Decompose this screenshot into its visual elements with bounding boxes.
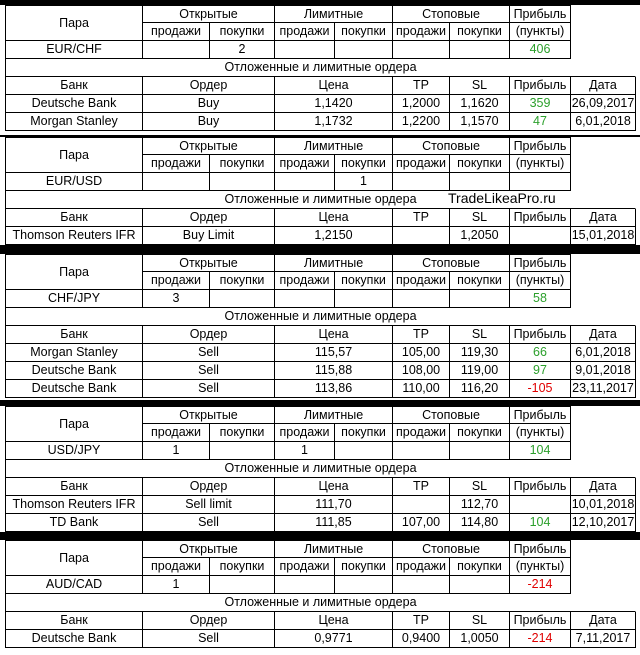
stop-buy-count (450, 41, 510, 59)
order-bank: Morgan Stanley (5, 113, 143, 131)
stop-header: Стоповые (393, 254, 510, 272)
order-type: Sell (143, 380, 275, 398)
order-tp: 105,00 (393, 344, 450, 362)
orders-col-profit: Прибыль (510, 209, 571, 227)
orders-col-bank: Банк (5, 209, 143, 227)
orders-col-price: Цена (275, 77, 393, 95)
open-buy-header: покупки (210, 424, 275, 442)
order-date: 6,01,2018 (571, 113, 636, 131)
order-profit: 97 (510, 362, 571, 380)
open-sell-header: продажи (143, 155, 210, 173)
open-buy-count (210, 290, 275, 308)
points-header: (пункты) (510, 558, 571, 576)
stop-sell-count (393, 41, 450, 59)
order-price: 111,70 (275, 496, 393, 514)
order-bank: Morgan Stanley (5, 344, 143, 362)
orders-col-date: Дата (571, 478, 636, 496)
open-sell-header: продажи (143, 23, 210, 41)
orders-col-tp: TP (393, 612, 450, 630)
open-header: Открытые (143, 254, 275, 272)
orders-col-profit: Прибыль (510, 612, 571, 630)
limit-sell-header: продажи (275, 23, 335, 41)
limit-sell-count (275, 173, 335, 191)
order-date: 12,10,2017 (571, 514, 636, 532)
order-date: 9,01,2018 (571, 362, 636, 380)
order-sl: 116,20 (450, 380, 510, 398)
order-bank: Deutsche Bank (5, 630, 143, 648)
order-tp (393, 496, 450, 514)
order-profit: 66 (510, 344, 571, 362)
stop-buy-header: покупки (450, 155, 510, 173)
order-tp: 108,00 (393, 362, 450, 380)
stop-buy-count (450, 290, 510, 308)
orders-col-sl: SL (450, 77, 510, 95)
order-date: 26,09,2017 (571, 95, 636, 113)
orders-col-tp: TP (393, 77, 450, 95)
stop-sell-count (393, 442, 450, 460)
open-sell-count (143, 41, 210, 59)
orders-section-title: Отложенные и лимитные ордера (5, 308, 636, 326)
order-sl: 119,30 (450, 344, 510, 362)
orders-col-date: Дата (571, 612, 636, 630)
profit-header: Прибыль (510, 254, 571, 272)
open-sell-count: 3 (143, 290, 210, 308)
stop-buy-header: покупки (450, 272, 510, 290)
order-price: 1,2150 (275, 227, 393, 245)
pair-profit-points: 104 (510, 442, 571, 460)
order-sl: 1,1620 (450, 95, 510, 113)
open-sell-header: продажи (143, 558, 210, 576)
order-bank: Deutsche Bank (5, 95, 143, 113)
orders-col-order: Ордер (143, 478, 275, 496)
orders-col-price: Цена (275, 326, 393, 344)
order-sl: 1,2050 (450, 227, 510, 245)
limit-buy-count: 1 (335, 173, 393, 191)
pair-block-aud-cad (0, 540, 640, 655)
stop-sell-header: продажи (393, 558, 450, 576)
orders-col-order: Ордер (143, 612, 275, 630)
stop-sell-header: продажи (393, 272, 450, 290)
orders-col-profit: Прибыль (510, 77, 571, 95)
limit-sell-count (275, 576, 335, 594)
order-profit: 47 (510, 113, 571, 131)
pair-name: EUR/CHF (5, 41, 143, 59)
limit-buy-header: покупки (335, 23, 393, 41)
limit-header: Лимитные (275, 406, 393, 424)
order-tp: 107,00 (393, 514, 450, 532)
order-price: 0,9771 (275, 630, 393, 648)
stop-sell-header: продажи (393, 155, 450, 173)
order-tp: 1,2000 (393, 95, 450, 113)
open-header: Открытые (143, 540, 275, 558)
open-buy-header: покупки (210, 558, 275, 576)
orders-col-bank: Банк (5, 77, 143, 95)
limit-header: Лимитные (275, 254, 393, 272)
limit-buy-count (335, 290, 393, 308)
limit-header: Лимитные (275, 137, 393, 155)
orders-col-bank: Банк (5, 326, 143, 344)
order-bank: Deutsche Bank (5, 380, 143, 398)
order-type: Buy (143, 113, 275, 131)
order-sl: 1,1570 (450, 113, 510, 131)
order-date: 23,11,2017 (571, 380, 636, 398)
open-sell-count: 1 (143, 442, 210, 460)
pair-profit-points: 406 (510, 41, 571, 59)
stop-header: Стоповые (393, 137, 510, 155)
order-type: Sell limit (143, 496, 275, 514)
profit-header: Прибыль (510, 406, 571, 424)
order-price: 111,85 (275, 514, 393, 532)
open-buy-header: покупки (210, 23, 275, 41)
orders-col-bank: Банк (5, 612, 143, 630)
pair-name: USD/JPY (5, 442, 143, 460)
orders-col-date: Дата (571, 209, 636, 227)
open-header: Открытые (143, 406, 275, 424)
orders-section-title: Отложенные и лимитные ордера (5, 191, 636, 209)
open-buy-count: 2 (210, 41, 275, 59)
orders-col-sl: SL (450, 209, 510, 227)
stop-sell-header: продажи (393, 23, 450, 41)
order-tp: 1,2200 (393, 113, 450, 131)
open-sell-count: 1 (143, 576, 210, 594)
points-header: (пункты) (510, 424, 571, 442)
pair-name: AUD/CAD (5, 576, 143, 594)
open-buy-count (210, 576, 275, 594)
orders-col-tp: TP (393, 478, 450, 496)
order-type: Sell (143, 344, 275, 362)
order-sl: 112,70 (450, 496, 510, 514)
order-type: Sell (143, 362, 275, 380)
orders-col-bank: Банк (5, 478, 143, 496)
limit-header: Лимитные (275, 5, 393, 23)
stop-header: Стоповые (393, 540, 510, 558)
orders-section-title: Отложенные и лимитные ордера (5, 59, 636, 77)
limit-buy-count (335, 576, 393, 594)
pair-header: Пара (5, 137, 143, 173)
open-sell-count (143, 173, 210, 191)
orders-col-sl: SL (450, 612, 510, 630)
order-sl: 1,0050 (450, 630, 510, 648)
open-buy-count (210, 442, 275, 460)
order-type: Buy Limit (143, 227, 275, 245)
orders-col-price: Цена (275, 209, 393, 227)
pair-block-eur-chf (0, 5, 640, 135)
stop-buy-count (450, 442, 510, 460)
points-header: (пункты) (510, 23, 571, 41)
limit-sell-header: продажи (275, 558, 335, 576)
limit-sell-header: продажи (275, 272, 335, 290)
pair-header: Пара (5, 5, 143, 41)
orders-col-price: Цена (275, 612, 393, 630)
limit-buy-header: покупки (335, 155, 393, 173)
limit-buy-header: покупки (335, 272, 393, 290)
order-bank: TD Bank (5, 514, 143, 532)
open-header: Открытые (143, 137, 275, 155)
stop-header: Стоповые (393, 406, 510, 424)
points-header: (пункты) (510, 155, 571, 173)
stop-buy-header: покупки (450, 558, 510, 576)
pair-block-usd-jpy (0, 406, 640, 532)
orders-col-sl: SL (450, 326, 510, 344)
profit-header: Прибыль (510, 5, 571, 23)
pair-name: CHF/JPY (5, 290, 143, 308)
limit-sell-count (275, 41, 335, 59)
order-price: 115,57 (275, 344, 393, 362)
order-bank: Deutsche Bank (5, 362, 143, 380)
pair-block-chf-jpy (0, 254, 640, 400)
open-buy-count (210, 173, 275, 191)
pair-block-eur-usd (0, 137, 640, 245)
stop-sell-count (393, 576, 450, 594)
limit-buy-count (335, 41, 393, 59)
stop-buy-count (450, 173, 510, 191)
stop-sell-count (393, 173, 450, 191)
profit-header: Прибыль (510, 137, 571, 155)
stop-buy-header: покупки (450, 23, 510, 41)
order-profit: 104 (510, 514, 571, 532)
stop-header: Стоповые (393, 5, 510, 23)
orders-col-order: Ордер (143, 326, 275, 344)
order-price: 1,1732 (275, 113, 393, 131)
orders-col-tp: TP (393, 326, 450, 344)
limit-buy-header: покупки (335, 558, 393, 576)
order-type: Buy (143, 95, 275, 113)
order-profit: 359 (510, 95, 571, 113)
limit-buy-count (335, 442, 393, 460)
open-buy-header: покупки (210, 155, 275, 173)
orders-section-title: Отложенные и лимитные ордера (5, 594, 636, 612)
orders-col-profit: Прибыль (510, 326, 571, 344)
stop-buy-header: покупки (450, 424, 510, 442)
order-bank: Thomson Reuters IFR (5, 227, 143, 245)
watermark-text: TradeLikeaPro.ru (448, 190, 556, 206)
stop-buy-count (450, 576, 510, 594)
order-sl: 114,80 (450, 514, 510, 532)
pair-header: Пара (5, 254, 143, 290)
order-date: 10,01,2018 (571, 496, 636, 514)
orders-col-date: Дата (571, 326, 636, 344)
order-price: 115,88 (275, 362, 393, 380)
order-profit: -214 (510, 630, 571, 648)
limit-sell-count (275, 290, 335, 308)
pair-name: EUR/USD (5, 173, 143, 191)
order-tp: 110,00 (393, 380, 450, 398)
orders-col-price: Цена (275, 478, 393, 496)
limit-header: Лимитные (275, 540, 393, 558)
order-bank: Thomson Reuters IFR (5, 496, 143, 514)
open-sell-header: продажи (143, 272, 210, 290)
order-type: Sell (143, 514, 275, 532)
orders-col-tp: TP (393, 209, 450, 227)
open-sell-header: продажи (143, 424, 210, 442)
order-type: Sell (143, 630, 275, 648)
order-sl: 119,00 (450, 362, 510, 380)
orders-col-order: Ордер (143, 209, 275, 227)
limit-sell-header: продажи (275, 155, 335, 173)
order-price: 1,1420 (275, 95, 393, 113)
limit-sell-header: продажи (275, 424, 335, 442)
stop-sell-header: продажи (393, 424, 450, 442)
order-tp: 0,9400 (393, 630, 450, 648)
order-profit (510, 227, 571, 245)
orders-col-order: Ордер (143, 77, 275, 95)
open-buy-header: покупки (210, 272, 275, 290)
pair-profit-points (510, 173, 571, 191)
open-header: Открытые (143, 5, 275, 23)
order-tp (393, 227, 450, 245)
order-date: 7,11,2017 (571, 630, 636, 648)
orders-col-date: Дата (571, 77, 636, 95)
order-price: 113,86 (275, 380, 393, 398)
pair-profit-points: 58 (510, 290, 571, 308)
pair-header: Пара (5, 540, 143, 576)
pair-profit-points: -214 (510, 576, 571, 594)
order-date: 6,01,2018 (571, 344, 636, 362)
order-date: 15,01,2018 (571, 227, 636, 245)
pair-header: Пара (5, 406, 143, 442)
orders-col-profit: Прибыль (510, 478, 571, 496)
limit-buy-header: покупки (335, 424, 393, 442)
stop-sell-count (393, 290, 450, 308)
profit-header: Прибыль (510, 540, 571, 558)
points-header: (пункты) (510, 272, 571, 290)
limit-sell-count: 1 (275, 442, 335, 460)
orders-col-sl: SL (450, 478, 510, 496)
order-profit: -105 (510, 380, 571, 398)
orders-section-title: Отложенные и лимитные ордера (5, 460, 636, 478)
order-profit (510, 496, 571, 514)
